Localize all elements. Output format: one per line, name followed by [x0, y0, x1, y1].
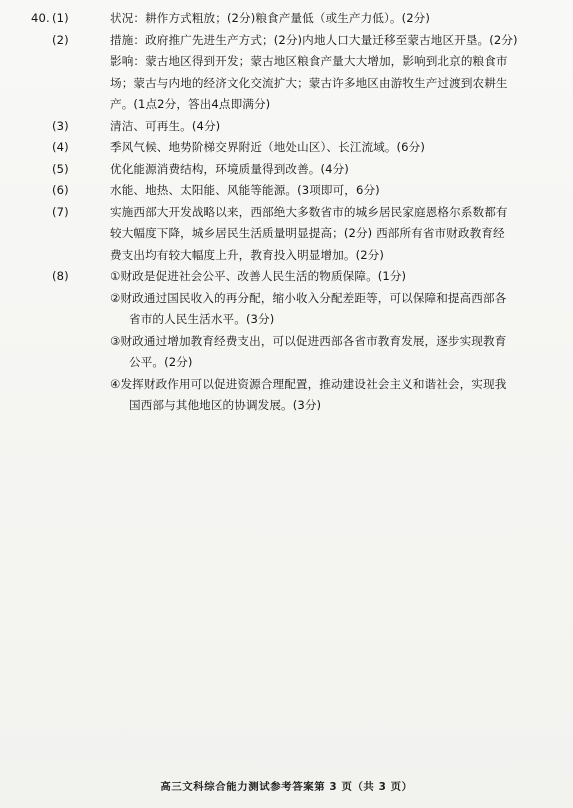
item-4-line-1: 季风气候、地势阶梯交界附近（地处山区）、长江流域。(6分) [110, 140, 425, 154]
item-8-subitem-1-line-1: ①财政是促进社会公平、改善人民生活的物质保障。(1分) [110, 269, 407, 283]
question-number: 40. [31, 11, 50, 25]
item-8-subitem-3 [34, 331, 554, 374]
answer-item-7 [34, 202, 554, 267]
item-marker-4: (4) [52, 140, 69, 154]
answer-content [31, 8, 554, 417]
item-8-subitem-4-line-1: ④发挥财政作用可以促进资源合理配置，推动建设社会主义和谐社会，实现我 [110, 376, 507, 391]
item-8-subitem-3-line-2: 公平。(2分) [129, 355, 193, 369]
item-8-subitem-1 [34, 266, 554, 288]
item-marker-7: (7) [52, 204, 69, 219]
item-2-line-3: 场；蒙古与内地的经济文化交流扩大；蒙古许多地区由游牧生产过渡到农耕生 [110, 75, 508, 90]
answer-item-8 [34, 266, 554, 417]
item-7-line-2: 较大幅度下降，城乡居民生活质量明显提高；(2分) 西部所有省市财政教育经 [110, 226, 505, 240]
item-8-subitem-4 [34, 374, 554, 417]
item-marker-6: (6) [52, 183, 69, 197]
item-3-line-1: 清洁、可再生。(4分) [110, 118, 221, 133]
item-8-subitem-3-line-1: ③财政通过增加教育经费支出，可以促进西部各省市教育发展，逐步实现教育 [110, 333, 507, 348]
item-marker-8: (8) [52, 269, 69, 283]
answer-item-4 [34, 137, 554, 159]
item-8-subitem-2-line-1: ②财政通过国民收入的再分配，缩小收入分配差距等，可以保障和提高西部各 [110, 290, 507, 305]
item-5-line-1: 优化能源消费结构，环境质量得到改善。(4分) [110, 161, 349, 176]
item-marker-3: (3) [52, 118, 69, 133]
item-2-line-2: 影响：蒙古地区得到开发；蒙古地区粮食产量大大增加，影响到北京的粮食市 [110, 54, 508, 68]
item-8-subitem-2-line-2: 省市的人民生活水平。(3分) [129, 312, 275, 326]
item-marker-5: (5) [52, 161, 69, 176]
item-2-line-1: 措施：政府推广先进生产方式；(2分)内地人口大量迁移至蒙古地区开垦。(2分) [110, 32, 518, 47]
item-8-subitem-2 [34, 288, 554, 331]
answer-item-2 [34, 30, 554, 116]
item-7-line-1: 实施西部大开发战略以来，西部绝大多数省市的城乡居民家庭恩格尔系数都有 [110, 204, 508, 219]
item-1-line-1: 状况：耕作方式粗放；(2分)粮食产量低（或生产力低）。(2分) [110, 11, 430, 25]
item-8-subitem-4-line-2: 国西部与其他地区的协调发展。(3分) [129, 398, 322, 412]
item-2-line-4: 产。(1点2分，答出4点即满分) [110, 97, 271, 111]
item-6-line-1: 水能、地热、太阳能、风能等能源。(3项即可，6分) [110, 183, 380, 197]
answer-item-3 [34, 116, 554, 138]
item-marker-1: (1) [52, 11, 69, 25]
item-7-line-3: 费支出均有较大幅度上升，教育投入明显增加。(2分) [110, 247, 384, 262]
item-marker-2: (2) [52, 32, 69, 47]
answer-item-5 [34, 159, 554, 181]
answer-item-6 [34, 180, 554, 202]
page-footer: 高三文科综合能力测试参考答案第 3 页（共 3 页） [160, 781, 413, 793]
answer-item-1 [31, 8, 554, 30]
